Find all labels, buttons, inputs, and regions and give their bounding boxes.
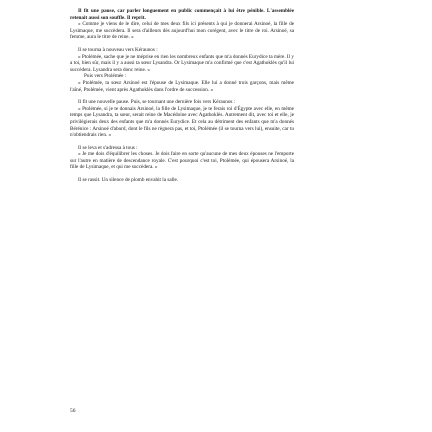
paragraph: Il se leva et s'adressa à tous : — [78, 144, 138, 151]
paragraph: « Comme je viens de le dire, celui de mes deux fils ici présents à qui je donnerai Arsinoé, la fille de Lysimaque, me succèdera. Il sera d'ailleurs dès aujourd'hui mon corégent, avec le titre de roi. Arsinoé, sa femme, aura le titre de reine. » — [70, 21, 294, 41]
paragraph: « Ptolémée, sache que je ne méprise en rien les nombreux enfants que m'a donnés Eurydice ta mère. Il y a toi, bien sûr, mais il y a aussi ta sœur Lysandra. Or Lysimaque m'a confirmé que c'est Agathoklès qu'il lui succèdera. Lysandra sera donc reine. » — [70, 53, 294, 73]
page-body — [70, 8, 294, 184]
paragraph: « Ptolémée, si je te donnais Arsinoé, la fille de Lysimaque, je te ferais roi d'Égypte avec elle, en même temps que Lysandra, ta sœur, serait reine de Macédoine avec Agathoklès. Autrement dit, avec toi et elle, je privilégierais deux des enfants que m'a donnés Eurydice. Et cela au détriment des enfants que m'a donnés Bérénice : Arsinoé d'abord, dont le fils ne règnera pas, et toi, Ptolémée (il se tourna vers lui), ensuite, car tu n'obtiendrais rien. » — [70, 105, 294, 139]
page-number: 56 — [70, 408, 76, 414]
paragraph: Il se tourna à nouveau vers Kéraunos : — [78, 46, 158, 53]
paragraph: Puis vers Ptolémée : — [84, 73, 127, 80]
paragraph: « Ptolémée, ta sœur Arsinoé est l'épouse de Lysimaque. Elle lui a donné trois garçons, mais même l'aîné, Ptolémée, vient après Agathoklès dans l'ordre de succession. » — [70, 79, 294, 93]
paragraph: Il fit une nouvelle pause. Puis, se tournant une dernière fois vers Kéraunos : — [78, 99, 236, 106]
paragraph: Il se rassit. Un silence de plomb envahit la salle. — [78, 177, 179, 184]
paragraph: « Je me dois d'équilibrer les choses. Je dois faire en sorte qu'aucune de mes deux épouses ne l'emporte sur l'autre en matière de descendance royale. C'est pourquoi c'est toi, Ptolémée, qui épousera Arsinoé, la fille de Lysimaque, et qui me succèdera. » — [70, 151, 294, 171]
paragraph: Il fit une pause, car parler longuement en public commençait à lui être pénible. L'assemblée retenait aussi son souffle. Il reprit. — [70, 8, 294, 21]
